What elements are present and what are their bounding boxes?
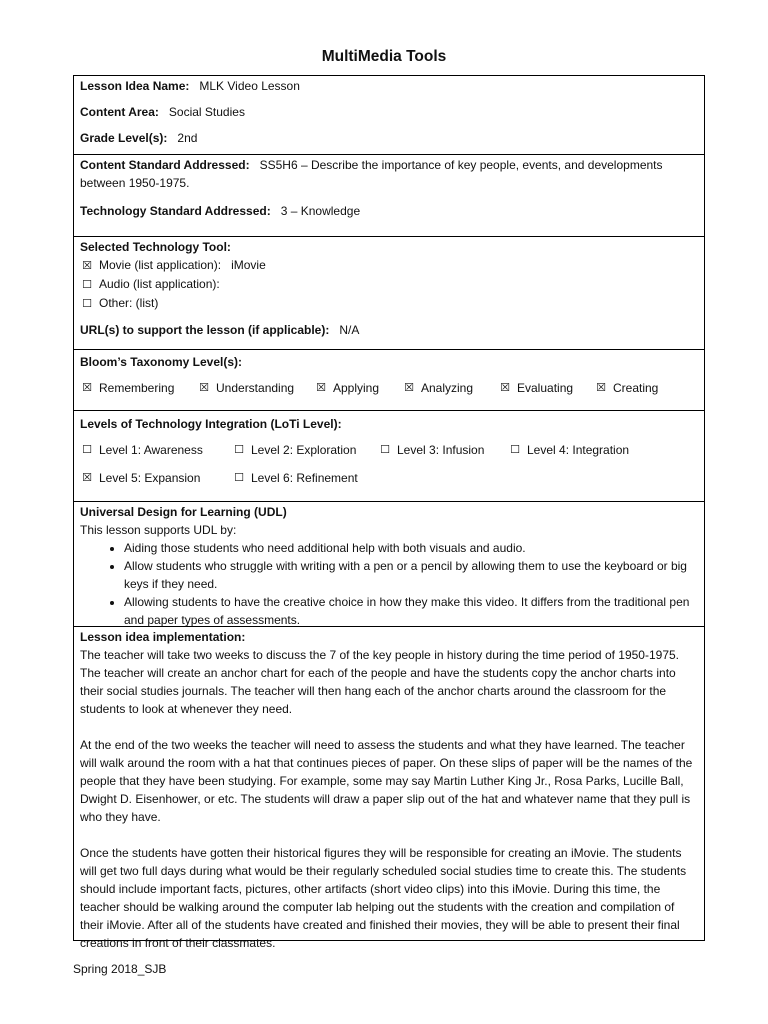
udl-bullet-1: • Aiding those students who need additional help with both visuals and audio.	[124, 539, 698, 557]
level-2-checkbox[interactable]: ☐	[234, 443, 244, 456]
tool-option-audio	[80, 275, 698, 294]
implementation-paragraph-2: At the end of the two weeks the teacher will need to assess the students and what they have learned. The teacher will walk around the room with a hat that continues pieces of paper. On these slips of paper will be the names of the people that they have been studying. For example, some may say Martin Luther King Jr., Rosa Parks, Lucille Ball, Dwight D. Eisenhower, or etc. The students will draw a paper slip out of the hat and whatever name that they pull is who they have.	[80, 738, 693, 824]
implementation-paragraph-1: The teacher will take two weeks to discuss the 7 of the key people in history during the time period of 1950-1975. The teacher will create an anchor chart for each of the people and have the students copy the anchor charts into their social studies journals. The teacher will then hang each of the anchor charts around the classroom for the students to look at whenever they need.	[80, 648, 680, 716]
movie-checkbox[interactable]: ☒	[82, 259, 92, 272]
grade-level-label: Grade Level(s):	[80, 131, 168, 145]
udl-bullet-list	[80, 539, 698, 629]
other-option-label: Other: (list)	[99, 296, 159, 310]
level-5-checkbox[interactable]: ☒	[82, 471, 92, 484]
blooms-option-analyzing[interactable]	[402, 379, 498, 397]
loti-row-1	[80, 441, 698, 459]
level-4-checkbox[interactable]: ☐	[510, 443, 520, 456]
level-3-label: Level 3: Infusion	[397, 443, 485, 457]
loti-option-level-2[interactable]	[232, 441, 378, 459]
url-value: N/A	[339, 323, 360, 337]
analyzing-checkbox[interactable]: ☒	[404, 381, 414, 394]
lesson-idea-label: Lesson Idea Name:	[80, 79, 190, 93]
level-2-label: Level 2: Exploration	[251, 443, 357, 457]
understanding-label: Understanding	[216, 381, 295, 395]
implementation-label: Lesson idea implementation:	[80, 630, 246, 644]
blooms-option-evaluating[interactable]	[498, 379, 594, 397]
remembering-checkbox[interactable]: ☒	[82, 381, 92, 394]
tool-option-movie	[80, 256, 698, 275]
content-area-value: Social Studies	[168, 105, 245, 119]
movie-option-value: iMovie	[231, 258, 266, 272]
content-standard-row	[80, 156, 698, 174]
content-area-label: Content Area:	[80, 105, 159, 119]
udl-bullet-3: • Allowing students to have the creative choice in how they make this video. It differs from the traditional pen and paper types of assessments.	[124, 593, 698, 629]
loti-option-level-1[interactable]	[80, 441, 232, 459]
content-standard-value-cont: between 1950-1975.	[80, 176, 190, 190]
applying-checkbox[interactable]: ☒	[316, 381, 326, 394]
applying-label: Applying	[333, 381, 380, 395]
loti-row-2	[80, 469, 698, 487]
loti-section	[74, 411, 704, 502]
udl-label: Universal Design for Learning (UDL)	[80, 505, 287, 519]
grade-level-value: 2nd	[177, 131, 198, 145]
implementation-section	[74, 627, 704, 950]
level-1-label: Level 1: Awareness	[99, 443, 203, 457]
lesson-idea-row	[80, 77, 698, 95]
lesson-plan-table	[73, 75, 705, 950]
blooms-option-applying[interactable]	[314, 379, 402, 397]
tech-standard-row	[80, 202, 698, 220]
footer-note: Spring 2018_SJB	[73, 962, 167, 976]
udl-intro: This lesson supports UDL by:	[80, 523, 237, 537]
standards-section	[74, 155, 704, 237]
blooms-option-understanding[interactable]	[197, 379, 314, 397]
analyzing-label: Analyzing	[421, 381, 474, 395]
movie-option-label: Movie (list application):	[99, 258, 222, 272]
lesson-idea-value: MLK Video Lesson	[199, 79, 300, 93]
technology-tool-label: Selected Technology Tool:	[80, 240, 231, 254]
url-row	[80, 321, 698, 339]
evaluating-checkbox[interactable]: ☒	[500, 381, 510, 394]
level-1-checkbox[interactable]: ☐	[82, 443, 92, 456]
loti-label: Levels of Technology Integration (LoTi Level):	[80, 417, 342, 431]
blooms-label: Bloom’s Taxonomy Level(s):	[80, 355, 243, 369]
level-4-label: Level 4: Integration	[527, 443, 630, 457]
understanding-checkbox[interactable]: ☒	[199, 381, 209, 394]
other-checkbox[interactable]: ☐	[82, 297, 92, 310]
level-6-checkbox[interactable]: ☐	[234, 471, 244, 484]
tool-option-other	[80, 294, 698, 313]
audio-option-label: Audio (list application):	[99, 277, 220, 291]
level-3-checkbox[interactable]: ☐	[380, 443, 390, 456]
blooms-option-creating[interactable]	[594, 379, 658, 397]
implementation-paragraph-3: Once the students have gotten their historical figures they will be responsible for creating an iMovie. The students will get two full days during what would be their regularly scheduled social studies time to create this. The students should include important facts, pictures, other artifacts (short video clips) into this iMovie. During this time, the teacher should be walking around the computer lab helping out the students with the creation and compilation of their iMovie. After all of the students have created and finished their movies, they will be able to present their final creations in front of their classmates.	[80, 846, 687, 950]
loti-option-level-4[interactable]	[508, 441, 629, 459]
loti-option-level-5[interactable]	[80, 469, 232, 487]
content-area-row	[80, 103, 698, 121]
udl-section	[74, 502, 704, 627]
level-5-label: Level 5: Expansion	[99, 471, 201, 485]
content-standard-label: Content Standard Addressed:	[80, 158, 250, 172]
blooms-options	[80, 379, 698, 397]
tech-standard-value: 3 – Knowledge	[280, 204, 361, 218]
loti-option-level-3[interactable]	[378, 441, 508, 459]
url-label: URL(s) to support the lesson (if applicable):	[80, 323, 330, 337]
content-standard-value: SS5H6 – Describe the importance of key people, events, and developments	[259, 158, 663, 172]
evaluating-label: Evaluating	[517, 381, 574, 395]
lesson-info-section	[74, 76, 704, 155]
level-6-label: Level 6: Refinement	[251, 471, 358, 485]
creating-label: Creating	[613, 381, 659, 395]
tech-standard-label: Technology Standard Addressed:	[80, 204, 271, 218]
blooms-section	[74, 350, 704, 411]
creating-checkbox[interactable]: ☒	[596, 381, 606, 394]
loti-option-level-6[interactable]	[232, 469, 358, 487]
audio-checkbox[interactable]: ☐	[82, 278, 92, 291]
blooms-option-remembering[interactable]	[80, 379, 197, 397]
grade-level-row	[80, 129, 698, 147]
document-title: MultiMedia Tools	[321, 48, 447, 65]
remembering-label: Remembering	[99, 381, 175, 395]
technology-tool-section	[74, 237, 704, 350]
udl-bullet-2: • Allow students who struggle with writing with a pen or a pencil by allowing them to use the keyboard or big keys if they need.	[124, 557, 698, 593]
